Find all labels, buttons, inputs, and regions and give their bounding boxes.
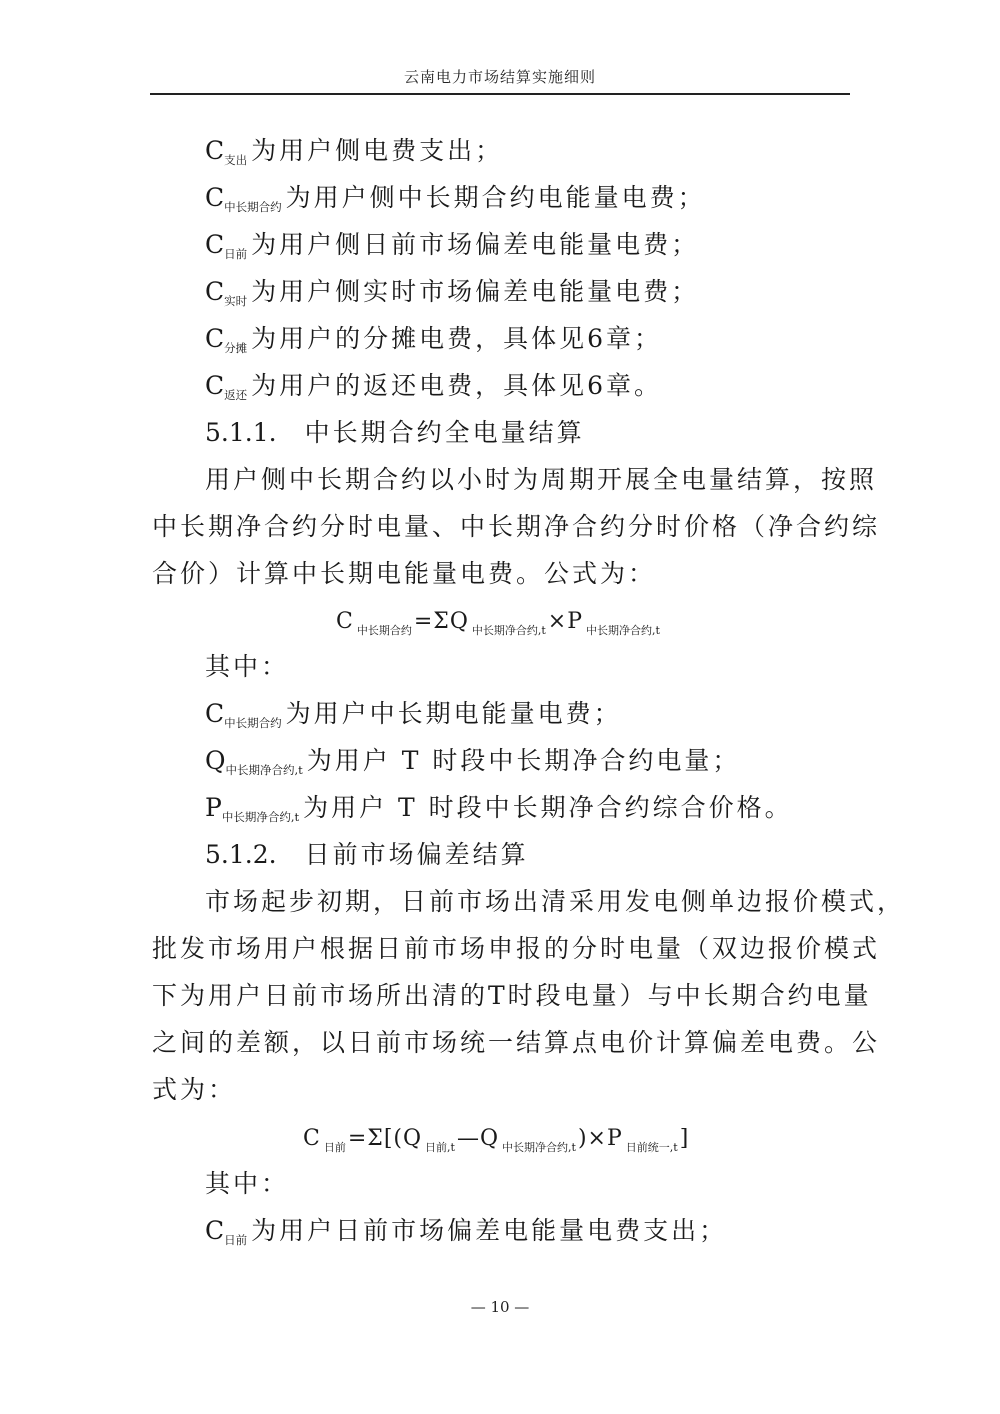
formula-operator: =Σ[(Q (347, 1126, 423, 1151)
definition-line (205, 791, 793, 834)
definition-line (205, 134, 503, 177)
where-label: 其中： (205, 1169, 290, 1198)
formula-subscript: 中长期净合约,t (586, 624, 660, 637)
definition-text: 为用户侧中长期合约电能量电费； (285, 183, 706, 212)
variable: Q (205, 746, 226, 775)
formula-subscript: 中长期净合约,t (502, 1141, 576, 1154)
definition-line (205, 697, 622, 740)
paragraph-line: 式为： (152, 1075, 237, 1104)
formula-lhs: C (336, 609, 354, 634)
variable-subscript: 中长期净合约,t (221, 810, 300, 824)
section-title: 日前市场偏差结算 (304, 840, 529, 869)
formula (303, 1122, 689, 1165)
variable: C (205, 277, 225, 306)
definition-line (205, 369, 662, 412)
variable: P (205, 793, 222, 822)
formula-subscript: 日前 (323, 1141, 346, 1154)
paragraph-line: 中长期净合约分时电量、中长期净合约分时价格（净合约综 (152, 512, 881, 541)
formula-lhs: C (303, 1126, 321, 1151)
formula-operator: ] (679, 1126, 690, 1151)
formula-subscript: 日前,t (425, 1141, 455, 1154)
variable-subscript: 返还 (224, 388, 248, 402)
paragraph-line: 下为用户日前市场所出清的T时段电量）与中长期合约电量 (152, 981, 872, 1010)
where-label: 其中： (205, 652, 290, 681)
formula-subscript: 日前统一,t (625, 1141, 678, 1154)
variable: C (205, 136, 225, 165)
variable: C (205, 1216, 225, 1245)
definition-line (205, 1214, 727, 1257)
definition-line (205, 322, 662, 365)
paragraph-line: 用户侧中长期合约以小时为周期开展全电量结算，按照 (205, 465, 878, 494)
paragraph-line: 合价）计算中长期电能量电费。公式为： (152, 559, 657, 588)
variable-subscript: 分摊 (224, 341, 248, 355)
variable-subscript: 日前 (224, 247, 248, 261)
variable-subscript: 中长期合约 (224, 200, 282, 214)
section-title: 中长期合约全电量结算 (304, 418, 585, 447)
formula-operator: =ΣQ (413, 609, 469, 634)
variable: C (205, 324, 225, 353)
page-number: — 10 — (470, 1298, 530, 1316)
variable: C (205, 371, 225, 400)
definition-text: 为用户的分摊电费，具体见6章； (251, 324, 663, 353)
definition-line (205, 181, 706, 224)
variable: C (205, 230, 225, 259)
definition-text: 为用户中长期电能量电费； (285, 699, 622, 728)
variable-subscript: 支出 (224, 153, 248, 167)
variable: C (205, 699, 225, 728)
definition-text: 为用户侧电费支出； (251, 136, 504, 165)
variable-subscript: 中长期净合约,t (225, 763, 303, 777)
variable-subscript: 日前 (224, 1233, 248, 1247)
formula-operator: )×P (577, 1126, 623, 1151)
definition-text: 为用户侧日前市场偏差电能量电费； (251, 230, 700, 259)
formula-operator: ×P (547, 609, 584, 634)
running-header: 云南电力市场结算实施细则 (403, 68, 596, 86)
variable: C (205, 183, 225, 212)
formula (336, 605, 662, 648)
definition-text: 为用户的返还电费，具体见6章。 (251, 371, 663, 400)
paragraph-line: 批发市场用户根据日前市场申报的分时电量（双边报价模式 (152, 934, 881, 963)
variable-subscript: 实时 (224, 294, 248, 308)
header-rule (150, 93, 850, 95)
formula-subscript: 中长期净合约,t (471, 624, 546, 637)
definition-line (205, 228, 699, 271)
section-number: 5.1.1. (205, 418, 277, 447)
definition-line (205, 744, 740, 787)
definition-text: 为用户 T 时段中长期净合约电量； (306, 746, 741, 775)
section-heading (205, 838, 529, 872)
section-heading (205, 416, 585, 450)
paragraph-line: 市场起步初期，日前市场出清采用发电侧单边报价模式， (205, 887, 906, 916)
definition-line (205, 275, 699, 318)
definition-text: 为用户 T 时段中长期净合约综合价格。 (303, 793, 793, 822)
paragraph-line: 之间的差额，以日前市场统一结算点电价计算偏差电费。公 (152, 1028, 881, 1057)
formula-operator: —Q (456, 1126, 500, 1151)
definition-text: 为用户日前市场偏差电能量电费支出； (251, 1216, 728, 1245)
variable-subscript: 中长期合约 (224, 716, 282, 730)
definition-text: 为用户侧实时市场偏差电能量电费； (251, 277, 700, 306)
formula-subscript: 中长期合约 (356, 624, 412, 637)
section-number: 5.1.2. (205, 840, 277, 869)
